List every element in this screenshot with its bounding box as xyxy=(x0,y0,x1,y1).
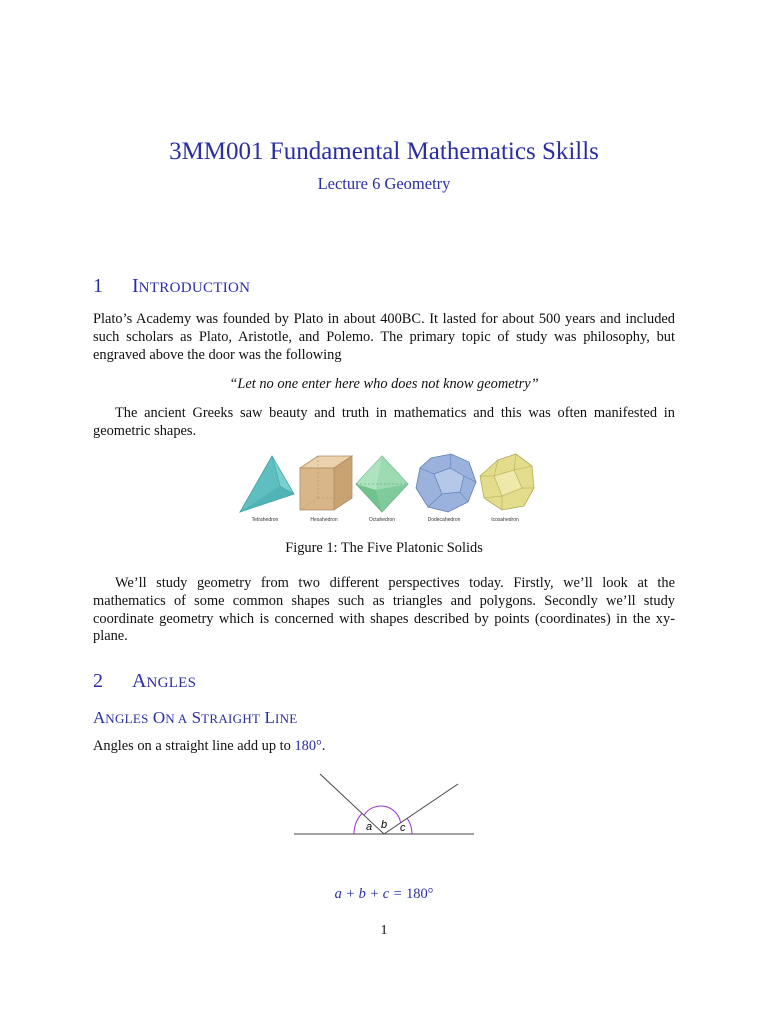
heading-word-rest: TRAIGHT xyxy=(201,711,261,726)
tetrahedron-image xyxy=(240,456,294,512)
section-title-initial: I xyxy=(132,275,139,297)
heading-word-initial: L xyxy=(264,708,275,727)
octahedron-image xyxy=(356,456,408,512)
heading-word-rest: N A xyxy=(165,711,188,726)
angle-label-b: b xyxy=(381,819,388,831)
angle-arc-a xyxy=(354,813,362,834)
intro-paragraph-2: The ancient Greeks saw beauty and truth in mathematics and this was often manifested in geometric shapes. xyxy=(93,405,675,439)
figure-caption: Figure 1: The Five Platonic Solids xyxy=(285,540,483,556)
ray-right xyxy=(384,784,458,834)
hexahedron-label: Hexahedron xyxy=(310,517,338,523)
intro-paragraph-3: We’ll study geometry from two different perspectives today. Firstly, we’ll look at the mathematics of some common shapes such as triangles and polygons. Secondly we’ll study coordinate geometry which is concerned with shapes described by points (coordinates) in the xy-plane. xyxy=(93,575,675,645)
document-subtitle: Lecture 6 Geometry xyxy=(317,174,451,193)
dodecahedron-label: Dodecahedron xyxy=(427,517,461,523)
angles-sentence-end: . xyxy=(321,738,326,754)
heading-word-initial: A xyxy=(93,708,106,727)
angle-label-c: c xyxy=(400,822,406,834)
angle-sum-value: 180° xyxy=(294,738,322,754)
intro-paragraph-1: Plato’s Academy was founded by Plato in about 400BC. It lasted for about 500 years and included such scholars as Plato, Aristotle, and Polemo. The primary topic of study was philosophy, but engraved above the door was the following xyxy=(93,311,675,363)
page-number: 1 xyxy=(380,923,388,938)
dodecahedron-image xyxy=(416,454,476,512)
angle-sum-equation xyxy=(0,886,768,903)
section-heading-angles xyxy=(93,670,196,693)
octahedron-label: Octahedron xyxy=(368,517,396,523)
heading-word-initial: S xyxy=(191,708,202,727)
section-number: 2 xyxy=(93,670,103,692)
tetrahedron-label: Tetrahedron xyxy=(251,517,279,523)
hexahedron-image xyxy=(300,456,352,510)
section-title-rest: NTRODUCTION xyxy=(138,280,251,296)
heading-word-initial: O xyxy=(152,708,166,727)
section-number: 1 xyxy=(93,275,103,297)
section-title-initial: A xyxy=(132,670,147,692)
icosahedron-label: Icosahedron xyxy=(491,517,519,523)
ray-left xyxy=(320,774,384,834)
document-title: 3MM001 Fundamental Mathematics Skills xyxy=(169,138,599,165)
subsection-heading-angles-on-a-straight-line xyxy=(93,708,298,728)
section-heading-introduction xyxy=(93,275,250,298)
icosahedron-image xyxy=(480,454,534,510)
straight-line-angles-diagram xyxy=(290,770,476,840)
equation-lhs: a + b + c = xyxy=(334,886,403,902)
heading-word-rest: NGLES xyxy=(105,711,149,726)
equation-rhs: 180° xyxy=(406,886,434,902)
angle-label-a: a xyxy=(366,821,373,833)
angles-sentence-text: Angles on a straight line add up to xyxy=(93,738,295,754)
platonic-solids-figure xyxy=(236,452,536,530)
angle-arc-c xyxy=(407,818,412,834)
heading-word-rest: INE xyxy=(274,711,298,726)
section-title-rest: NGLES xyxy=(146,675,197,691)
angles-sentence xyxy=(93,738,675,756)
plato-quote: “Let no one enter here who does not know geometry” xyxy=(229,376,539,392)
